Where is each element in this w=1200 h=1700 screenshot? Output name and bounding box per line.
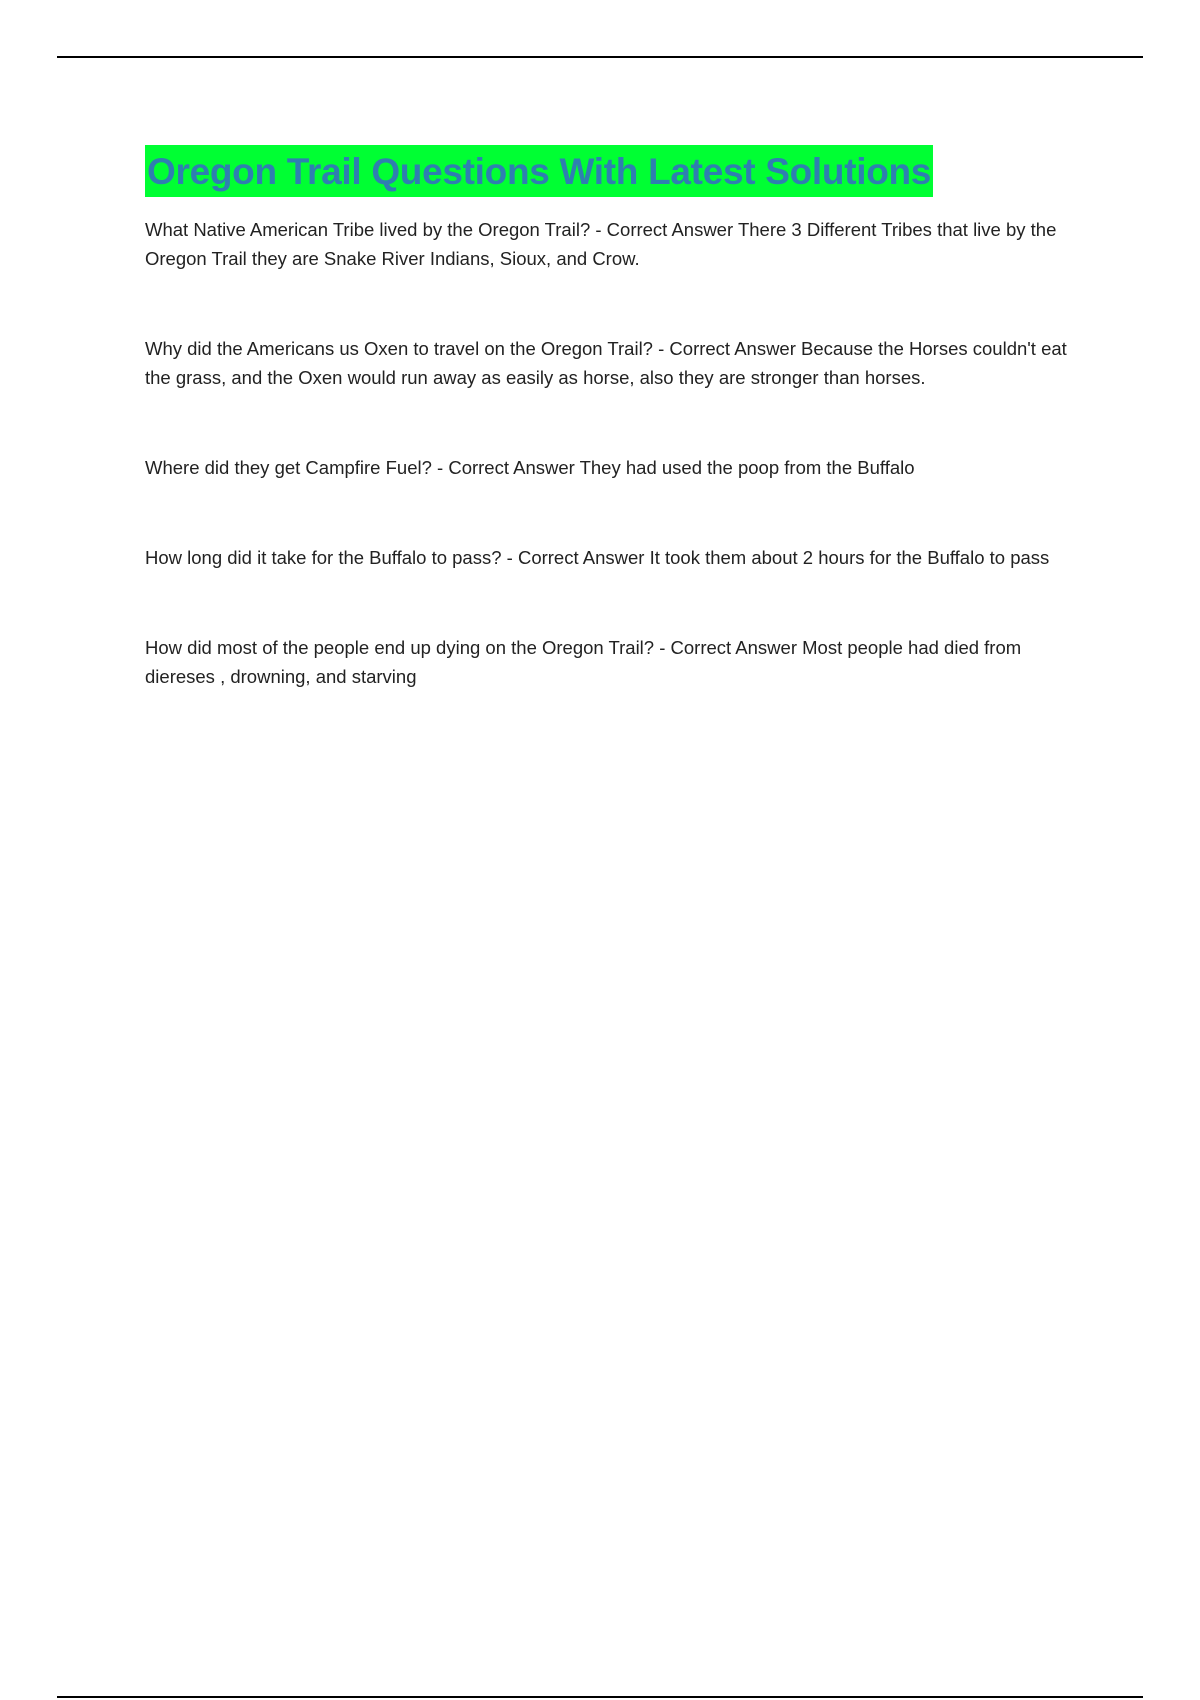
answer-text: It took them about 2 hours for the Buffalo to pass — [649, 547, 1050, 568]
question-text: How did most of the people end up dying on the Oregon Trail? — [145, 637, 655, 658]
page-title: Oregon Trail Questions With Latest Solutions — [147, 151, 932, 192]
answer-separator: - Correct Answer — [652, 338, 802, 359]
answer-text: Because the Horses couldn't eat the grass, and the Oxen would run away as easily as horse, also they are stronger than horses. — [145, 338, 1067, 388]
qa-item — [145, 215, 1090, 273]
bottom-rule — [57, 1696, 1143, 1698]
question-text: What Native American Tribe lived by the Oregon Trail? — [145, 219, 591, 240]
qa-item — [145, 543, 1090, 572]
qa-item — [145, 453, 1090, 482]
answer-separator: - Correct Answer — [590, 219, 738, 240]
question-text: How long did it take for the Buffalo to pass? — [145, 547, 502, 568]
qa-item — [145, 334, 1090, 392]
answer-text: Most people had died from diereses , drowning, and starving — [145, 637, 1022, 687]
qa-item — [145, 633, 1090, 691]
answer-separator: - Correct Answer — [501, 547, 650, 568]
answer-text: There 3 Different Tribes that live by the Oregon Trail they are Snake River Indians, Sioux, and Crow. — [145, 219, 1057, 269]
answer-separator: - Correct Answer — [431, 457, 580, 478]
title-highlight — [145, 145, 933, 197]
document-body — [145, 145, 1090, 752]
answer-separator: - Correct Answer — [654, 637, 803, 658]
question-text: Why did the Americans us Oxen to travel on the Oregon Trail? — [145, 338, 653, 359]
answer-text: They had used the poop from the Buffalo — [579, 457, 915, 478]
top-rule — [57, 56, 1143, 58]
question-text: Where did they get Campfire Fuel? — [145, 457, 432, 478]
